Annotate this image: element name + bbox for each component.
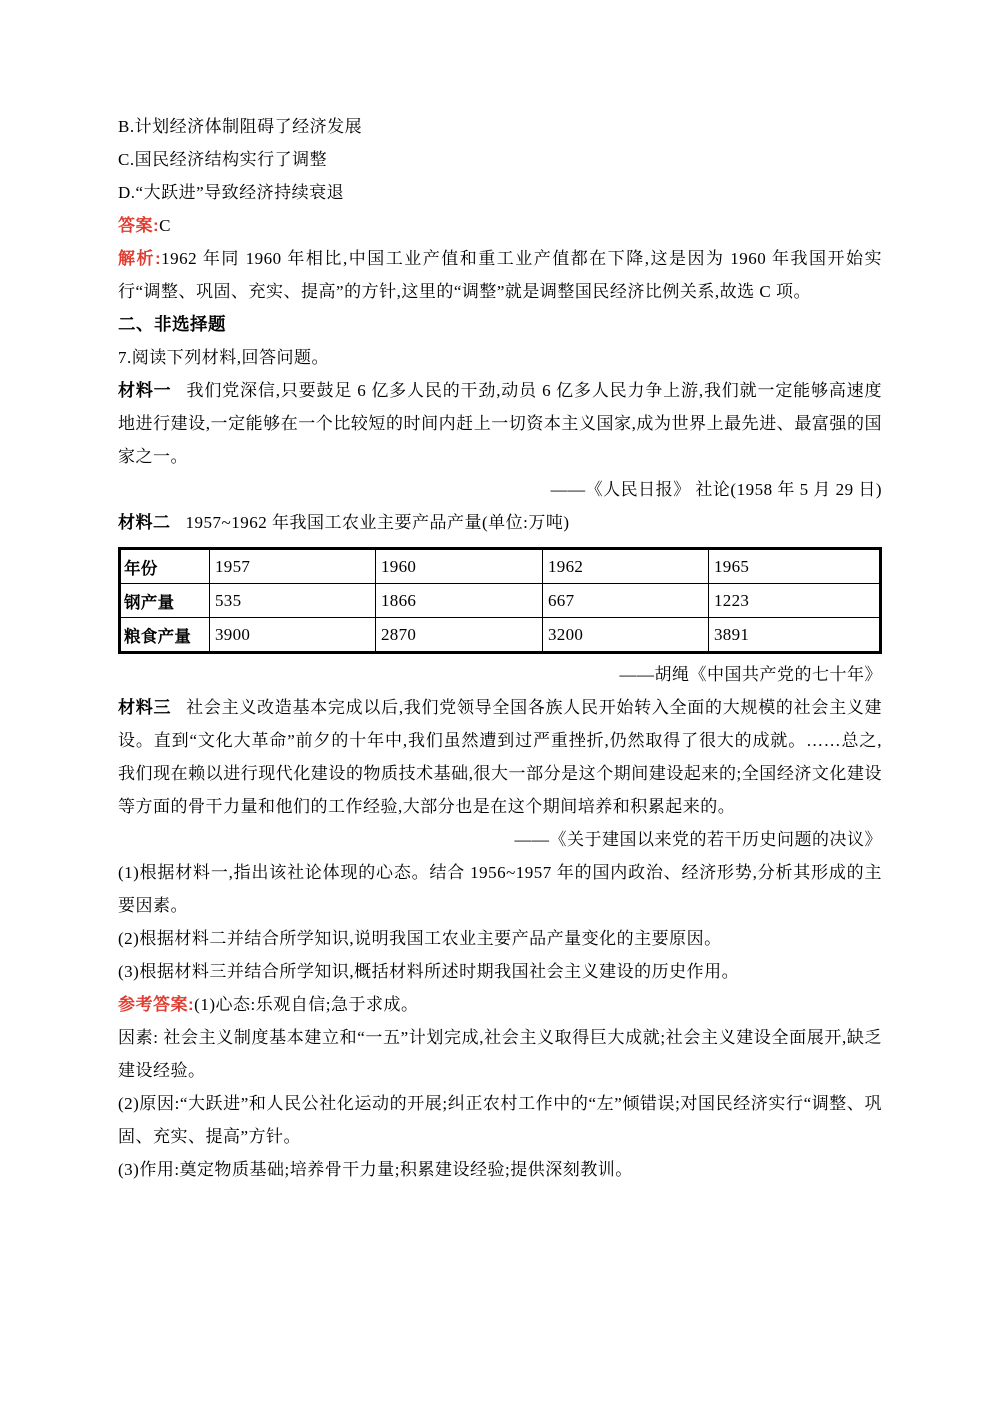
material2-caption: 1957~1962 年我国工农业主要产品产量(单位:万吨) bbox=[185, 513, 570, 532]
reference-answer-2: 因素: 社会主义制度基本建立和“一五”计划完成,社会主义取得巨大成就;社会主义建设全面展开,缺乏建设经验。 bbox=[118, 1028, 882, 1080]
material2-label: 材料二 bbox=[118, 513, 171, 532]
table-row-years bbox=[120, 549, 881, 584]
table-cell: 3900 bbox=[210, 618, 376, 653]
material3-source: ——《关于建国以来党的若干历史问题的决议》 bbox=[514, 830, 882, 849]
subquestion-3: (3)根据材料三并结合所学知识,概括材料所述时期我国社会主义建设的历史作用。 bbox=[118, 962, 740, 981]
table-cell: 1957 bbox=[210, 549, 376, 584]
production-table bbox=[118, 547, 882, 654]
material2-source: ——胡绳《中国共产党的七十年》 bbox=[619, 665, 882, 684]
answer-value: C bbox=[159, 216, 172, 235]
reference-answer-4: (3)作用:奠定物质基础;培养骨干力量;积累建设经验;提供深刻教训。 bbox=[118, 1160, 633, 1179]
material1-label: 材料一 bbox=[118, 381, 172, 400]
section-heading: 二、非选择题 bbox=[118, 314, 226, 334]
table-cell: 1223 bbox=[709, 584, 881, 618]
material1-source: ——《人民日报》 社论(1958 年 5 月 29 日) bbox=[550, 480, 882, 499]
option-c: C.国民经济结构实行了调整 bbox=[118, 150, 328, 169]
material2-caption-line bbox=[118, 506, 882, 539]
table-row-steel bbox=[120, 584, 881, 618]
table-cell: 1960 bbox=[376, 549, 543, 584]
table-cell-grain-header: 粮食产量 bbox=[120, 618, 210, 653]
table-cell: 3200 bbox=[543, 618, 709, 653]
analysis-paragraph bbox=[118, 242, 882, 308]
table-cell: 1965 bbox=[709, 549, 881, 584]
material1-text: 我们党深信,只要鼓足 6 亿多人民的干劲,动员 6 亿多人民力争上游,我们就一定能够高速度地进行建设,一定能够在一个比较短的时间内赶上一切资本主义国家,成为世界上最先进、最富强的国家之一。 bbox=[118, 381, 883, 466]
material3-label: 材料三 bbox=[118, 698, 172, 717]
question-7-stem: 7.阅读下列材料,回答问题。 bbox=[118, 348, 329, 367]
table-cell: 535 bbox=[210, 584, 376, 618]
subquestion-1: (1)根据材料一,指出该社论体现的心态。结合 1956~1957 年的国内政治、经济形势,分析其形成的主要因素。 bbox=[118, 863, 882, 915]
material3-paragraph bbox=[118, 691, 882, 823]
option-d: D.“大跃进”导致经济持续衰退 bbox=[118, 183, 345, 202]
reference-answer-label: 参考答案: bbox=[118, 995, 195, 1014]
material3-text: 社会主义改造基本完成以后,我们党领导全国各族人民开始转入全面的大规模的社会主义建设。直到“文化大革命”前夕的十年中,我们虽然遭到过严重挫折,仍然取得了很大的成就。……总之,我们现在赖以进行现代化建设的物质技术基础,很大一部分是这个期间建设起来的;全国经济文化建设等方面的骨干力量和他们的工作经验,大部分也是在这个期间培养和积累起来的。 bbox=[118, 698, 883, 816]
table-row-grain bbox=[120, 618, 881, 653]
table-cell: 2870 bbox=[376, 618, 543, 653]
table-cell: 667 bbox=[543, 584, 709, 618]
table-cell: 3891 bbox=[709, 618, 881, 653]
answer-line bbox=[118, 209, 882, 242]
option-b: B.计划经济体制阻碍了经济发展 bbox=[118, 117, 363, 136]
table-cell-year-header: 年份 bbox=[120, 549, 210, 584]
reference-answer-line-1 bbox=[118, 988, 882, 1021]
reference-answer-3: (2)原因:“大跃进”和人民公社化运动的开展;纠正农村工作中的“左”倾错误;对国民经济实行“调整、巩固、充实、提高”方针。 bbox=[118, 1094, 882, 1146]
table-cell: 1866 bbox=[376, 584, 543, 618]
table-cell-steel-header: 钢产量 bbox=[120, 584, 210, 618]
subquestion-2: (2)根据材料二并结合所学知识,说明我国工农业主要产品产量变化的主要原因。 bbox=[118, 929, 722, 948]
answer-label: 答案: bbox=[118, 216, 160, 235]
material1-paragraph bbox=[118, 374, 882, 473]
reference-answer-1: (1)心态:乐观自信;急于求成。 bbox=[194, 995, 419, 1014]
analysis-text: 1962 年同 1960 年相比,中国工业产值和重工业产值都在下降,这是因为 1960 年我国开始实行“调整、巩固、充实、提高”的方针,这里的“调整”就是调整国民经济比例关系,故选 C 项。 bbox=[118, 249, 882, 301]
analysis-label: 解析: bbox=[118, 249, 162, 268]
table-cell: 1962 bbox=[543, 549, 709, 584]
